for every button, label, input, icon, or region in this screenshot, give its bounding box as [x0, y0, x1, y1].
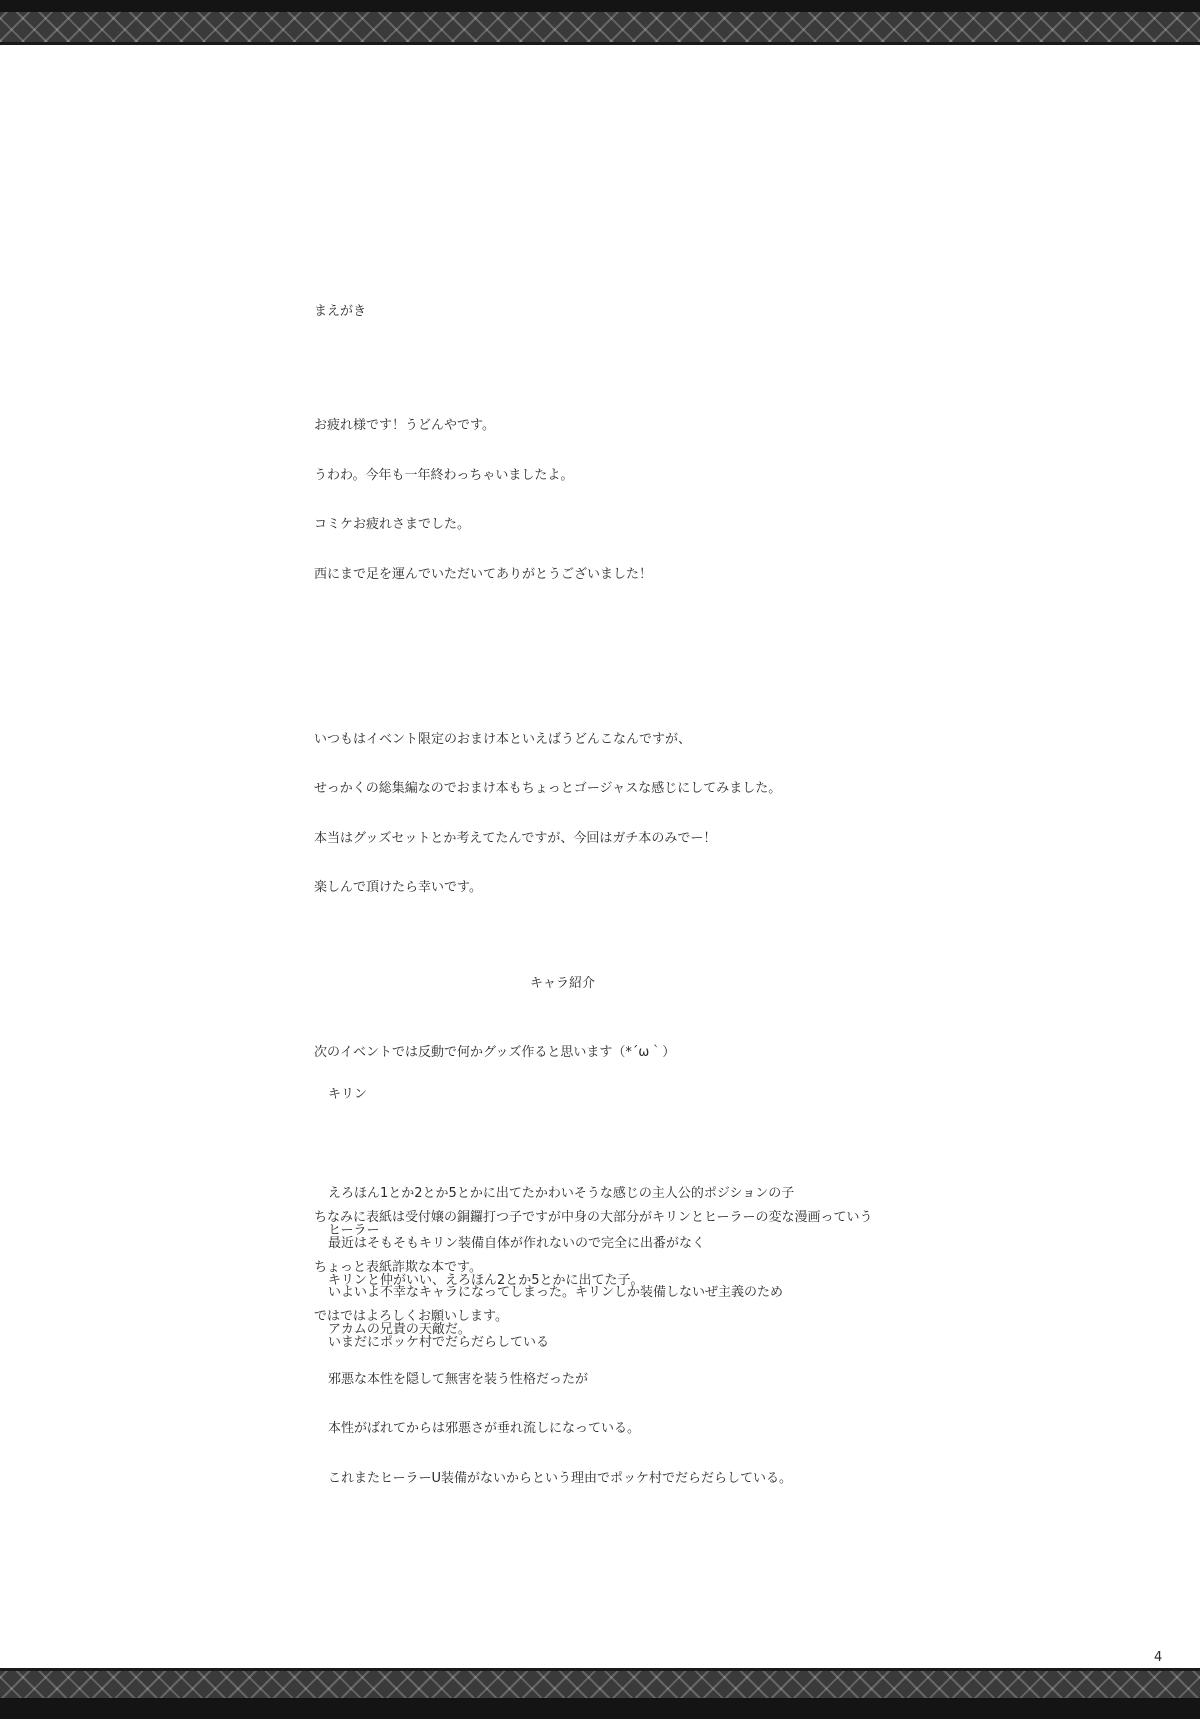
bottom-decorative-border: [0, 1668, 1200, 1701]
text-line: ではではよろしくお願いします。: [314, 1309, 508, 1324]
page-number: 4: [1154, 1650, 1163, 1665]
text-line: コミケお疲れさまでした。: [314, 517, 471, 532]
text-line: ちょっと表紙詐欺な本です。: [314, 1259, 482, 1275]
text-line: いよいよ不幸なキャラになってしまった。キリンしか装備しないぜ主義のため: [328, 1285, 784, 1300]
character-name: ヒーラー: [328, 1223, 380, 1238]
text-line: いまだにポッケ村でだらだらしている: [328, 1334, 550, 1350]
text-line: 本性がばれてからは邪悪さが垂れ流しになっている。: [328, 1421, 641, 1436]
top-border-cap: [0, 0, 1200, 12]
text-line: お疲れ様です！うどんやです。: [314, 418, 495, 433]
text-line: 次のイベントでは反動で何かグッズ作ると思います（*´ω｀）: [314, 1045, 676, 1060]
text-line: せっかくの総集編なのでおまけ本もちょっとゴージャスな感じにしてみました。: [314, 781, 782, 796]
text-line: 西にまで足を運んでいただいてありがとうございました！: [314, 566, 653, 582]
text-line: これまたヒーラーU装備がないからという理由でポッケ村でだらだらしている。: [328, 1470, 792, 1486]
bottom-border-cap: [0, 1698, 1200, 1719]
character-intro-heading: キャラ紹介: [530, 976, 596, 991]
healer-section: [328, 1190, 792, 1504]
foreword-paragraph: [314, 385, 872, 616]
text-line: えろほん1とか2とか5とかに出てたかわいそうな感じの主人公的ポジションの子: [328, 1186, 795, 1201]
text-line: 楽しんで頂けたら幸いです。: [314, 880, 482, 895]
text-line: 最近はそもそもキリン装備自体が作れないので完全に出番がなく: [328, 1235, 706, 1251]
foreword-heading: まえがき: [314, 304, 367, 319]
text-line: ちなみに表紙は受付嬢の銅鑼打つ子ですが中身の大部分がキリンとヒーラーの変な漫画っていう: [314, 1210, 873, 1225]
foreword-paragraph: [314, 699, 872, 930]
top-decorative-border: [0, 12, 1200, 45]
character-name: キリン: [328, 1087, 368, 1102]
text-line: うわわ。今年も一年終わっちゃいましたよ。: [314, 467, 574, 483]
text-line: いつもはイベント限定のおまけ本といえばうどんこなんですが、: [314, 731, 692, 747]
text-line: アカムの兄貴の天敵だ。: [328, 1322, 471, 1337]
text-line: 邪悪な本性を隠して無害を装う性格だったが: [328, 1371, 589, 1387]
text-line: 本当はグッズセットとか考えてたんですが、今回はガチ本のみでー！: [314, 830, 717, 846]
text-line: キリンと仲がいい、えろほん2とか5とかに出てた子。: [328, 1272, 644, 1288]
